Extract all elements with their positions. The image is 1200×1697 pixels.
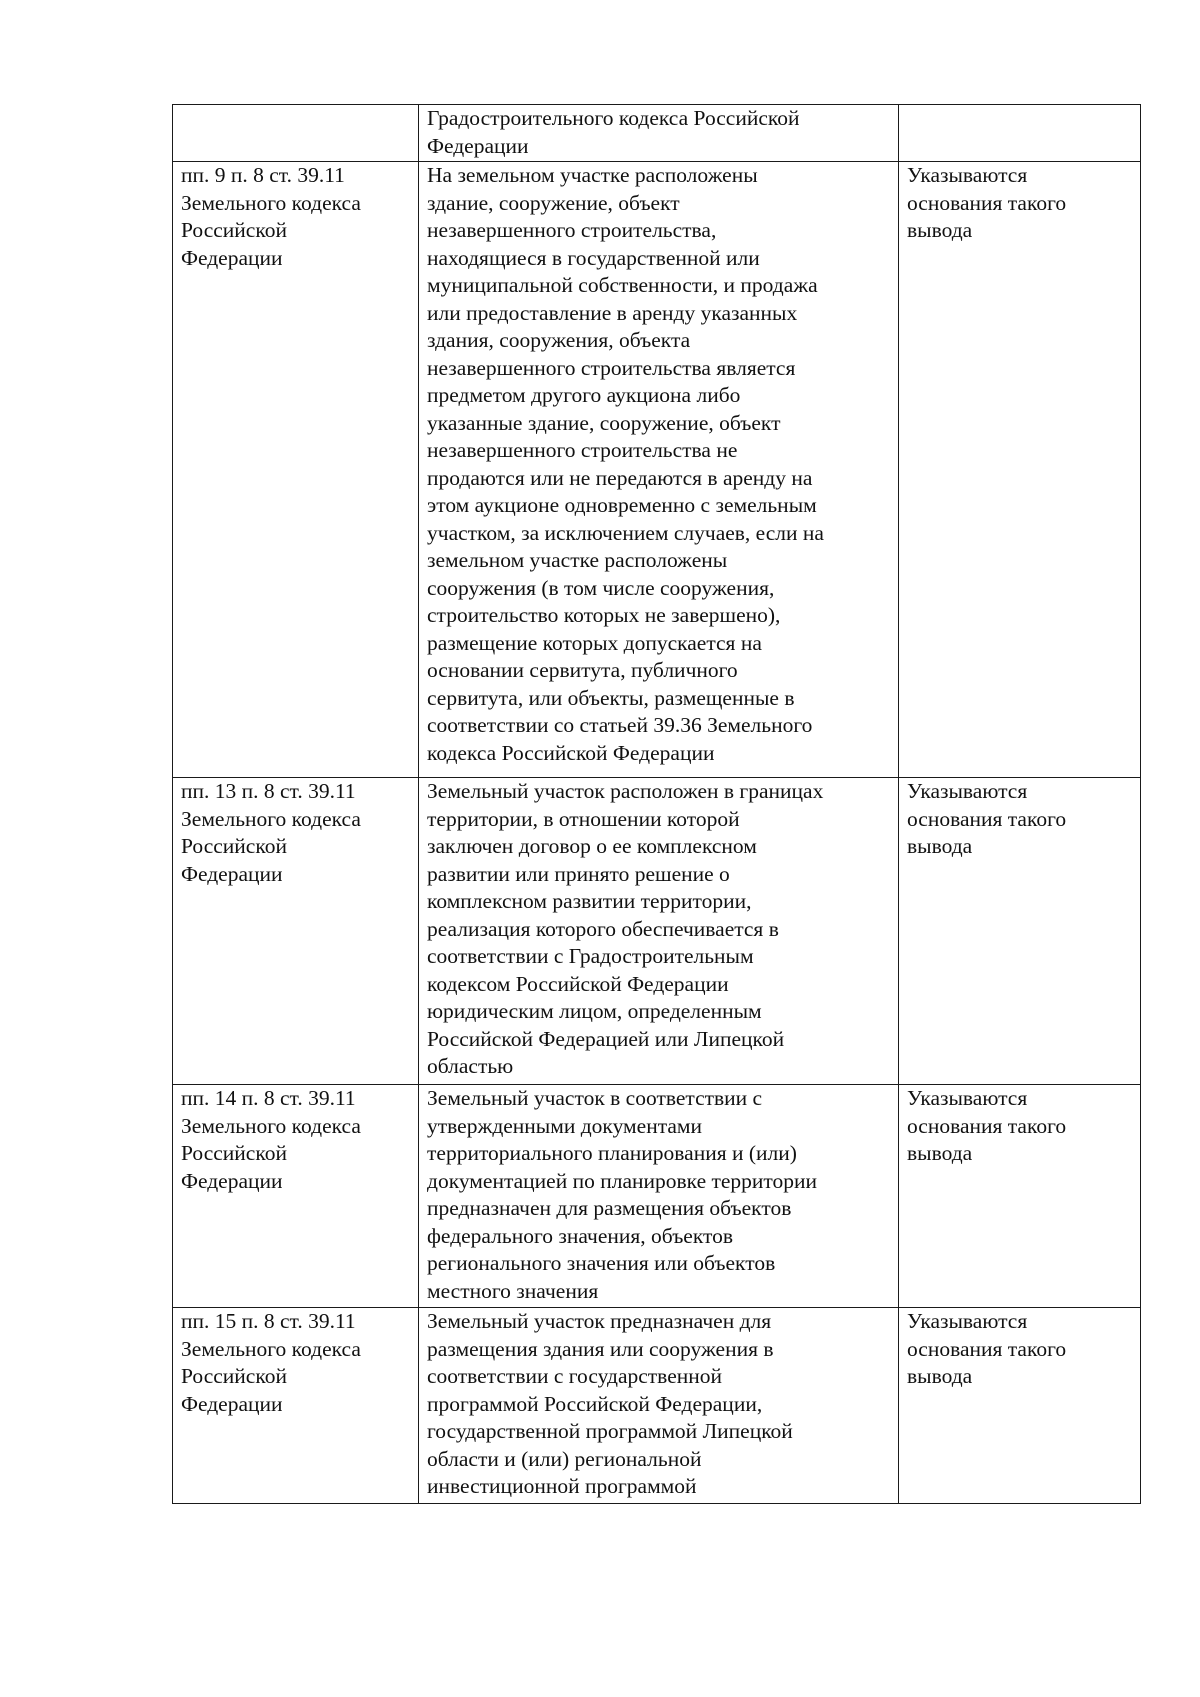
table-row bbox=[173, 105, 1141, 162]
basis-cell bbox=[173, 105, 419, 162]
description-cell: На земельном участке расположены здание, сооружение, объект незавершенного строительства, находящиеся в государственной или муниципальной собственности, и продажа или предоставление в аренду указанных здания, сооружения, объекта незавершенного строительства является предметом другого аукциона либо указанные здание, сооружение, объект незавершенного строительства не продаются или не передаются в аренду на этом аукционе одновременно с земельным участком, за исключением случаев, если на земельном участке расположены сооружения (в том числе сооружения, строительство которых не завершено), размещение которых допускается на основании сервитута, публичного сервитута, или объекты, размещенные в соответствии со статьей 39.36 Земельного кодекса Российской Федерации bbox=[419, 162, 899, 778]
conditions-table bbox=[172, 104, 1141, 1504]
basis-cell: пп. 14 п. 8 ст. 39.11 Земельного кодекса Российской Федерации bbox=[173, 1085, 419, 1308]
description-cell: Градостроительного кодекса Российской Федерации bbox=[419, 105, 899, 162]
table-row bbox=[173, 1085, 1141, 1308]
basis-cell: пп. 9 п. 8 ст. 39.11 Земельного кодекса Российской Федерации bbox=[173, 162, 419, 778]
description-cell: Земельный участок предназначен для размещения здания или сооружения в соответствии с государственной программой Российской Федерации, государственной программой Липецкой области и (или) региональной инвестиционной программой bbox=[419, 1308, 899, 1504]
basis-cell: пп. 15 п. 8 ст. 39.11 Земельного кодекса Российской Федерации bbox=[173, 1308, 419, 1504]
note-cell bbox=[899, 105, 1141, 162]
note-cell: Указываются основания такого вывода bbox=[899, 1085, 1141, 1308]
description-cell: Земельный участок в соответствии с утвержденными документами территориального планирования и (или) документацией по планировке территории предназначен для размещения объектов федерального значения, объектов регионального значения или объектов местного значения bbox=[419, 1085, 899, 1308]
note-cell: Указываются основания такого вывода bbox=[899, 1308, 1141, 1504]
table-row bbox=[173, 778, 1141, 1085]
description-cell: Земельный участок расположен в границах территории, в отношении которой заключен договор о ее комплексном развитии или принято решение о комплексном развитии территории, реализация которого обеспечивается в соответствии с Градостроительным кодексом Российской Федерации юридическим лицом, определенным Российской Федерацией или Липецкой областью bbox=[419, 778, 899, 1085]
note-cell: Указываются основания такого вывода bbox=[899, 778, 1141, 1085]
table-row bbox=[173, 1308, 1141, 1504]
note-cell: Указываются основания такого вывода bbox=[899, 162, 1141, 778]
basis-cell: пп. 13 п. 8 ст. 39.11 Земельного кодекса Российской Федерации bbox=[173, 778, 419, 1085]
table-row bbox=[173, 162, 1141, 778]
